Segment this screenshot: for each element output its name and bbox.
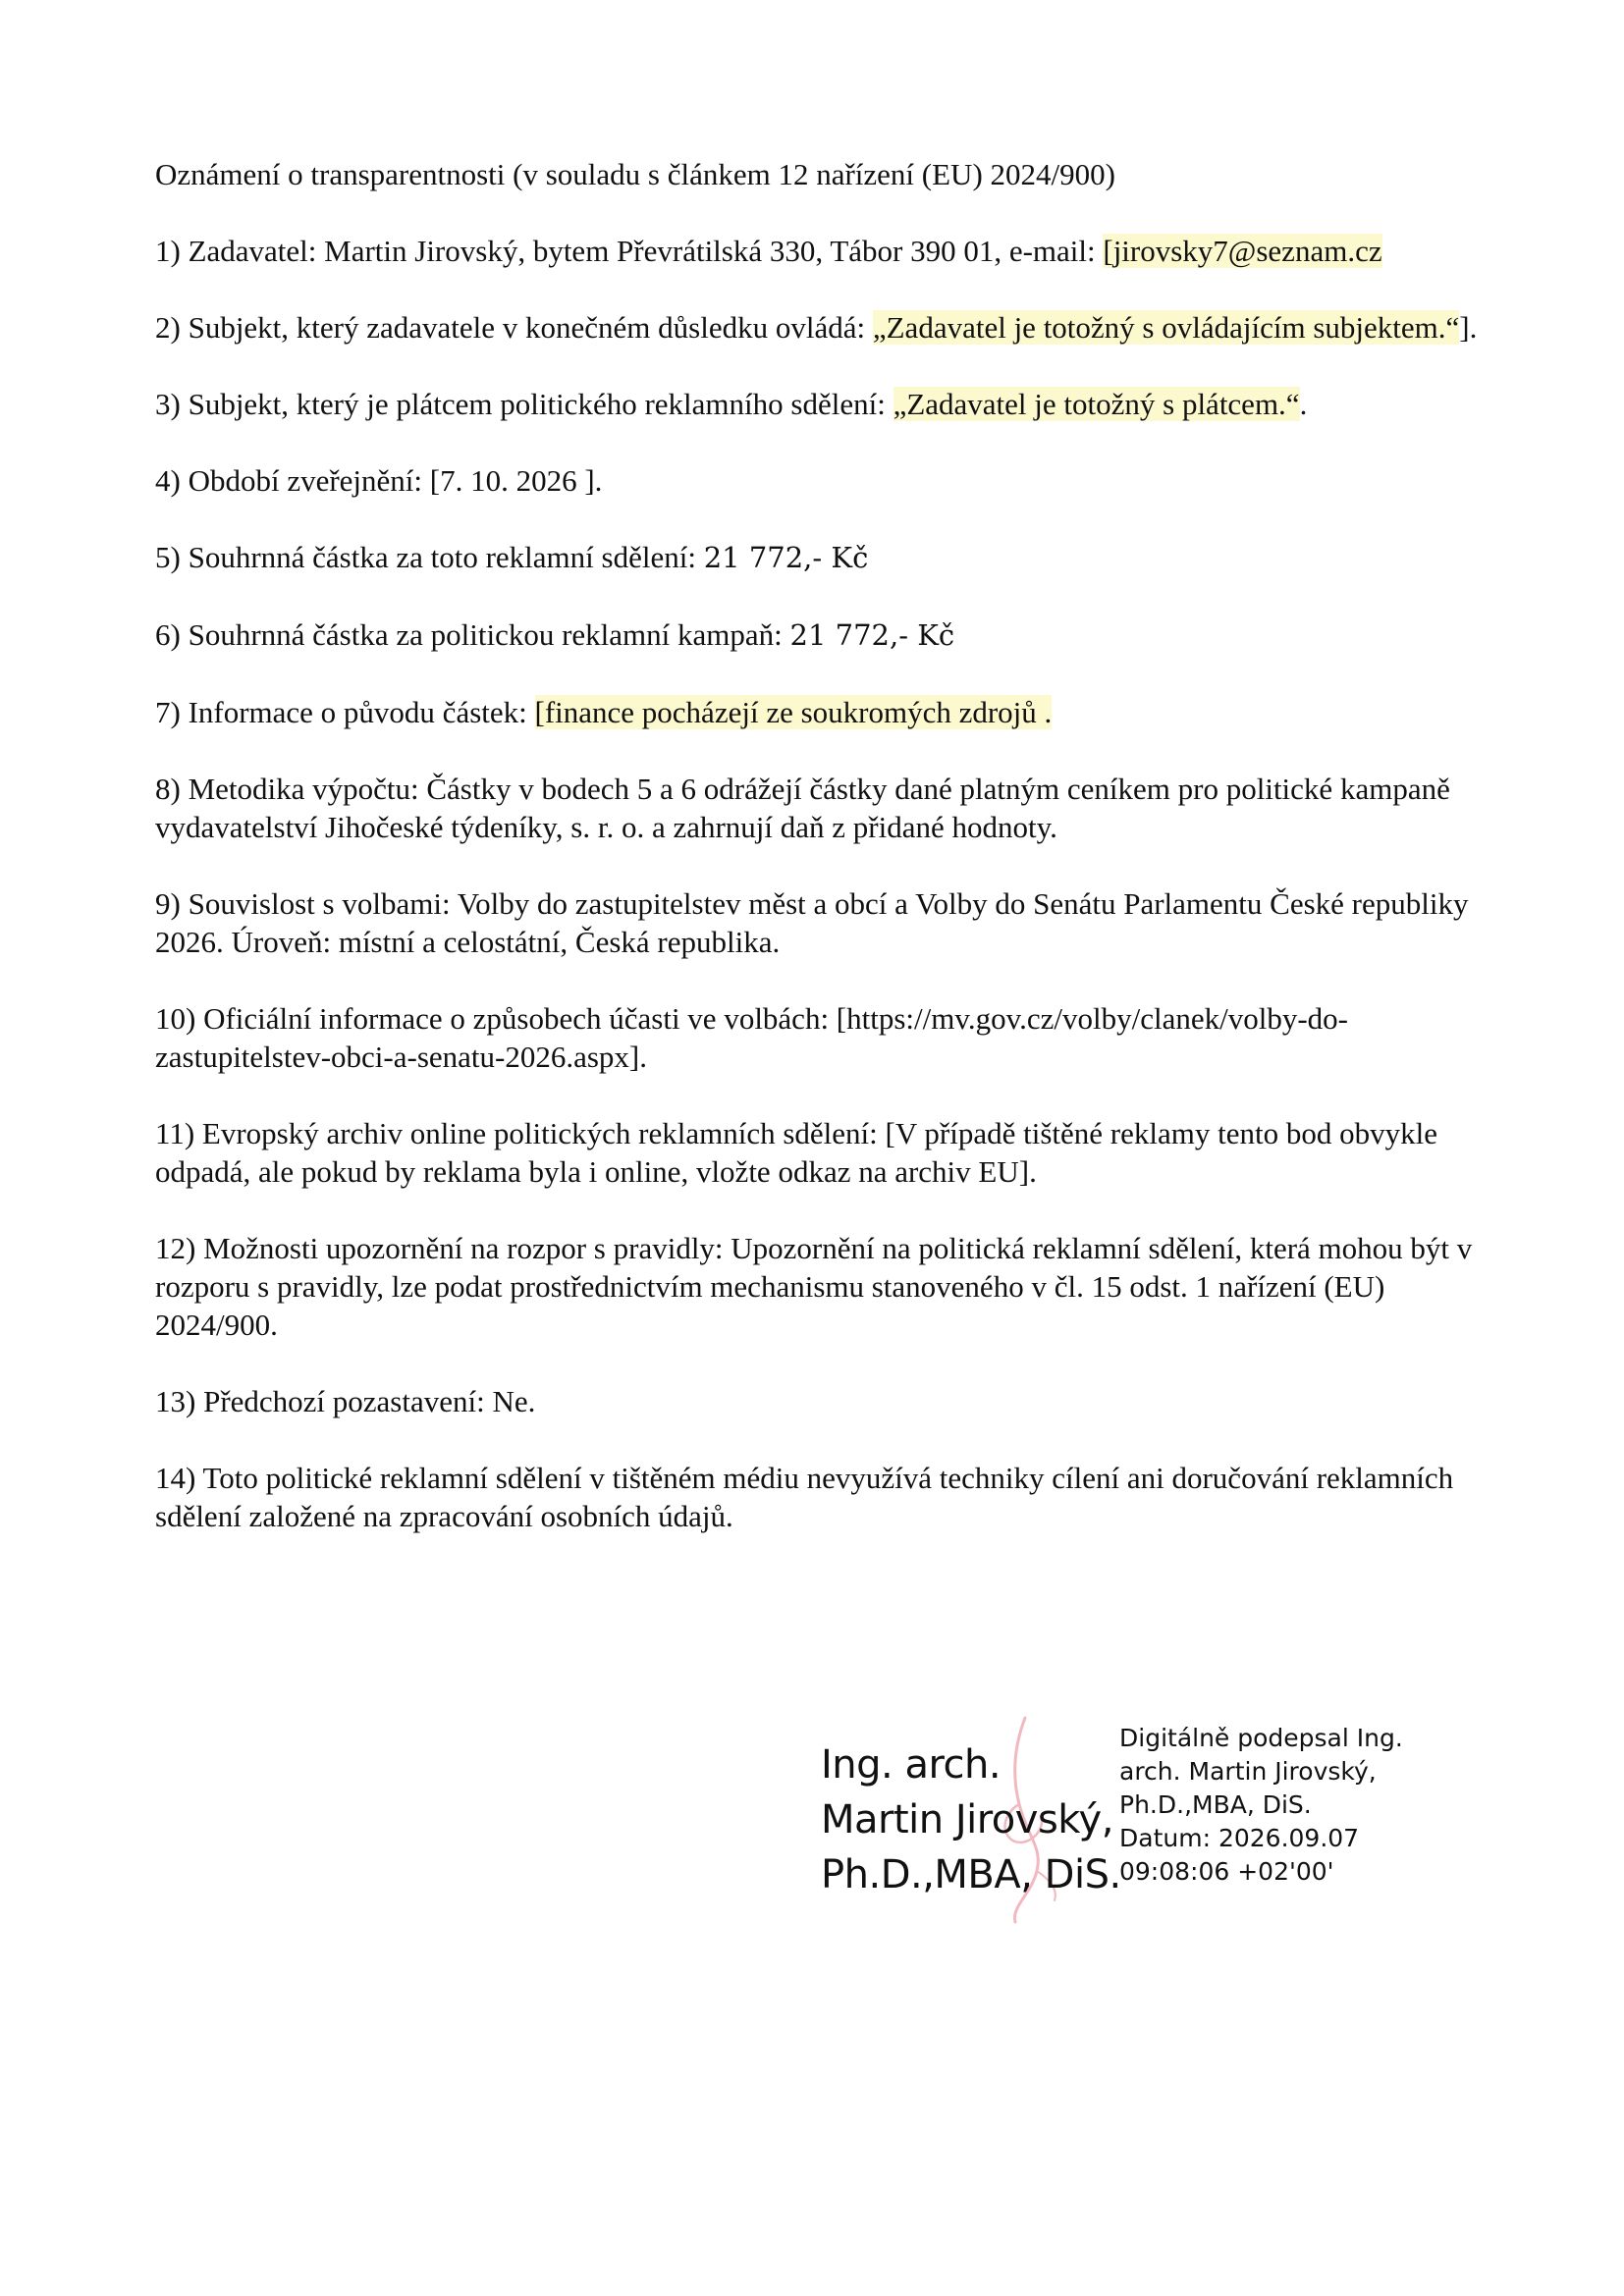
notice-item-3 [155, 385, 1481, 423]
highlighted-text: „Zadavatel je totožný s plátcem.“ [893, 387, 1300, 421]
amount-value: 21 772,- Kč [789, 618, 955, 652]
item-text: 6) Souhrnná částka za politickou reklamní kampaň: [155, 617, 790, 652]
item-text: 5) Souhrnná částka za toto reklamní sdělení: [155, 540, 704, 574]
item-suffix: . [1299, 387, 1308, 421]
notice-item-2 [155, 308, 1481, 347]
signature-date: Datum: 2026.09.07 [1119, 1824, 1360, 1852]
notice-item-1 [155, 232, 1481, 270]
document-body [155, 155, 1481, 1574]
item-text: 2) Subjekt, který zadavatele v konečném důsledku ovládá: [155, 310, 873, 345]
signature-detail-line: Ph.D.,MBA, DiS. [1119, 1790, 1312, 1819]
notice-item-11: 11) Evropský archiv online politických reklamních sdělení: [V případě tištěné reklamy tento bod obvykle odpadá, ale pokud by reklama byla i online, vložte odkaz na archiv EU]. [155, 1116, 1437, 1189]
notice-item-12: 12) Možnosti upozornění na rozpor s pravidly: Upozornění na politická reklamní sdělení, která mohou být v rozporu s pravidly, lze podat prostřednictvím mechanismu stanoveného v čl. 15 odst. 1 nařízení (EU) 2024/900. [155, 1231, 1473, 1342]
signature-details [1119, 1722, 1403, 1889]
notice-item-6 [155, 615, 1481, 655]
amount-value: 21 772,- Kč [703, 541, 869, 574]
digital-signature[interactable] [821, 1720, 1449, 1946]
notice-item-4: 4) Období zveřejnění: [7. 10. 2026 ]. [155, 463, 603, 498]
notice-item-14: 14) Toto politické reklamní sdělení v tištěném médiu nevyužívá techniky cílení ani doručování reklamních sdělení založené na zpracování osobních údajů. [155, 1461, 1454, 1533]
notice-item-5 [155, 538, 1481, 577]
notice-item-7 [155, 693, 1481, 731]
notice-item-9: 9) Souvislost s volbami: Volby do zastupitelstev měst a obcí a Volby do Senátu Parlamentu České republiky 2026. Úroveň: místní a celostátní, Česká republika. [155, 886, 1469, 959]
signature-detail-line: Digitálně podepsal Ing. [1119, 1724, 1403, 1752]
notice-item-10: 10) Oficiální informace o způsobech účasti ve volbách: [https://mv.gov.cz/volby/clanek/volby-do-zastupitelstev-obci-a-senatu-2026.aspx]. [155, 1001, 1348, 1074]
signature-time: 09:08:06 +02'00' [1119, 1857, 1334, 1886]
signer-name [821, 1737, 1121, 1902]
highlighted-text: [jirovsky7@seznam.cz [1103, 234, 1382, 268]
notice-item-8: 8) Metodika výpočtu: Částky v bodech 5 a 6 odrážejí částky dané platným ceníkem pro politické kampaně vydavatelství Jihočeské týdeníky, s. r. o. a zahrnují daň z přidané hodnoty. [155, 772, 1450, 844]
item-text: 7) Informace o původu částek: [155, 695, 535, 729]
highlighted-text: [finance pocházejí ze soukromých zdrojů . [534, 695, 1053, 729]
highlighted-text: „Zadavatel je totožný s ovládajícím subjektem.“ [872, 310, 1460, 345]
notice-item-13: 13) Předchozí pozastavení: Ne. [155, 1384, 536, 1418]
signer-name-line: Ph.D.,MBA, DiS. [821, 1852, 1121, 1897]
document-title: Oznámení o transparentnosti (v souladu s článkem 12 nařízení (EU) 2024/900) [155, 157, 1115, 191]
signer-name-line: Martin Jirovský, [821, 1797, 1113, 1842]
signature-detail-line: arch. Martin Jirovský, [1119, 1757, 1377, 1786]
item-text: 3) Subjekt, který je plátcem politického reklamního sdělení: [155, 387, 893, 421]
item-suffix: ]. [1459, 310, 1478, 345]
signer-name-line: Ing. arch. [821, 1742, 1001, 1788]
item-text: 1) Zadavatel: Martin Jirovský, bytem Převrátilská 330, Tábor 390 01, e-mail: [155, 234, 1104, 268]
